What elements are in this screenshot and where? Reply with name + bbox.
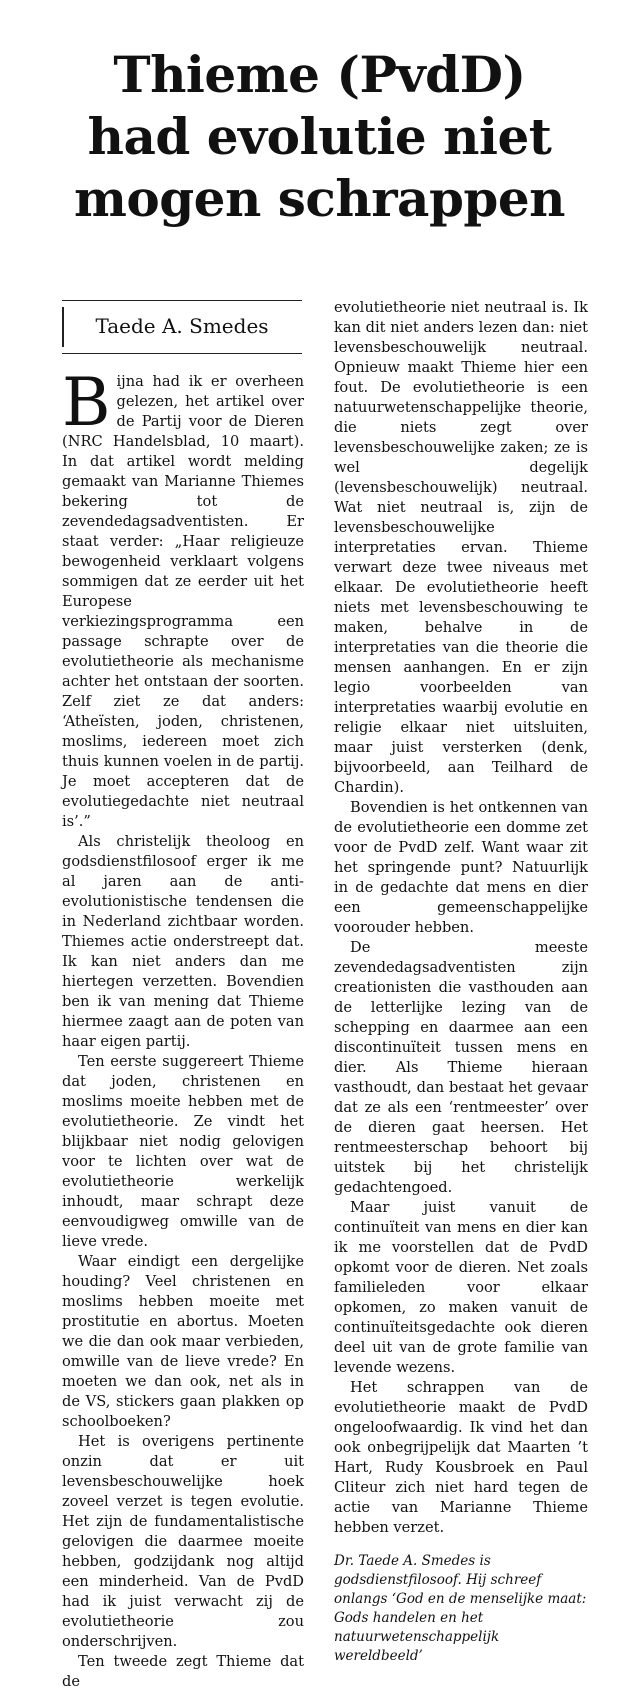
- paragraph-6: Ten tweede zegt Thieme dat de: [62, 1653, 304, 1690]
- paragraph-7: evolutietheorie niet neutraal is. Ik kan dit niet anders lezen dan: niet levensbeschouwelijk neutraal. Opnieuw maakt Thieme hier een fout. De evolutietheorie is een natuurwetenschappelijke theorie, die niets zegt over levensbeschouwelijke zaken; ze is wel degelijk (levensbeschouwelijk) neutraal. Wat niet neutraal is, zijn de levensbeschouwelijke interpretaties ervan. Thieme verwart deze twee niveaus met elkaar. De evolutietheorie heeft niets met levensbeschouwing te maken, behalve in de interpretaties van die theorie die mensen aanhangen. En er zijn legio voorbeelden van interpretaties waarbij evolutie en religie elkaar niet uitsluiten, maar juist versterken (denk, bijvoorbeeld, aan Teilhard de Chardin).: [334, 299, 588, 796]
- article-column-2: [334, 298, 588, 1666]
- headline-line-1: Thieme (PvdD): [113, 45, 526, 104]
- drop-cap: B: [62, 364, 111, 441]
- paragraph-11: Het schrappen van de evolutietheorie maakt de PvdD ongeloofwaardig. Ik vind het dan ook onbegrijpelijk dat Maarten ’t Hart, Rudy Kousbroek en Paul Cliteur zich niet hard tegen de actie van Marianne Thieme hebben verzet.: [334, 1379, 588, 1536]
- byline: Taede A. Smedes: [95, 314, 269, 338]
- paragraph-10: Maar juist vanuit de continuïteit van mens en dier kan ik me voorstellen dat de PvdD opkomt voor de dieren. Net zoals familieleden voor elkaar opkomen, zo maken vanuit de continuïteitsgedachte ook dieren deel uit van de grote familie van levende wezens.: [334, 1199, 588, 1376]
- paragraph-8: Bovendien is het ontkennen van de evolutietheorie een domme zet voor de PvdD zelf. Want waar zit het springende punt? Natuurlijk in de gedachte dat mens en dier een gemeenschappelijke voorouder hebben.: [334, 799, 588, 936]
- paragraph-4: Waar eindigt een dergelijke houding? Veel christenen en moslims hebben moeite met prostitutie en abortus. Moeten we die dan ook maar verbieden, omwille van de lieve vrede? En moeten we dan ook, net als in de VS, stickers gaan plakken op schoolboeken?: [62, 1253, 304, 1430]
- paragraph-5: Het is overigens pertinente onzin dat er uit levensbeschouwelijke hoek zoveel verzet is tegen evolutie. Het zijn de fundamentalistische gelovigen die daarmee moeite hebben, godzijdank nog altijd een minderheid. Van de PvdD had ik juist verwacht zij de evolutietheorie zou onderschrijven.: [62, 1433, 304, 1650]
- paragraph-9: De meeste zevendedagsadventisten zijn creationisten die vasthouden aan de letterlijke lezing van de schepping en daarmee aan een discontinuïteit tussen mens en dier. Als Thieme hieraan vasthoudt, dan bestaat het gevaar dat ze als een ‘rentmeester’ over de dieren gaat heersen. Het rentmeesterschap behoort bij uitstek bij het christelijk gedachtengoed.: [334, 939, 588, 1196]
- headline-line-3: mogen schrappen: [73, 169, 566, 228]
- paragraph-1: [62, 364, 304, 832]
- headline: [0, 44, 639, 230]
- paragraph-3: Ten eerste suggereert Thieme dat joden, christenen en moslims moeite hebben met de evolutietheorie. Ze vindt het blijkbaar niet nodig gelovigen voor te lichten over wat de evolutietheorie werkelijk inhoudt, maar schrapt deze eenvoudigweg omwille van de lieve vrede.: [62, 1053, 304, 1250]
- paragraph-1-text: ijna had ik er overheen gelezen, het artikel over de Partij voor de Dieren (NRC Handelsblad, 10 maart). In dat artikel wordt melding gemaakt van Marianne Thiemes bekering tot de zevendedagsadventisten. Er staat verder: „Haar religieuze bewogenheid verklaart volgens sommigen dat ze eerder uit het Europese verkiezingsprogramma een passage schrapte over de evolutietheorie als mechanisme achter het ontstaan der soorten. Zelf ziet ze dat anders: ‘Atheïsten, joden, christenen, moslims, iedereen moet zich thuis kunnen voelen in de partij. Je moet accepteren dat de evolutiegedachte niet neutraal is’.”: [62, 373, 304, 830]
- article-column-1: [62, 364, 304, 1692]
- byline-box: [62, 300, 302, 354]
- paragraph-2: Als christelijk theoloog en godsdienstfilosoof erger ik me al jaren aan de anti-evolutionistische tendensen die in Nederland zichtbaar worden. Thiemes actie onderstreept dat. Ik kan niet anders dan me hiertegen verzetten. Bovendien ben ik van mening dat Thieme hiermee zaagt aan de poten van haar eigen partij.: [62, 833, 304, 1050]
- headline-line-2: had evolutie niet: [87, 107, 552, 166]
- author-credit: Dr. Taede A. Smedes is godsdienstfilosoof. Hij schreef onlangs ‘God en de menselijke maat: Gods handelen en het natuurwetenschappelijk wereldbeeld’: [334, 1553, 587, 1664]
